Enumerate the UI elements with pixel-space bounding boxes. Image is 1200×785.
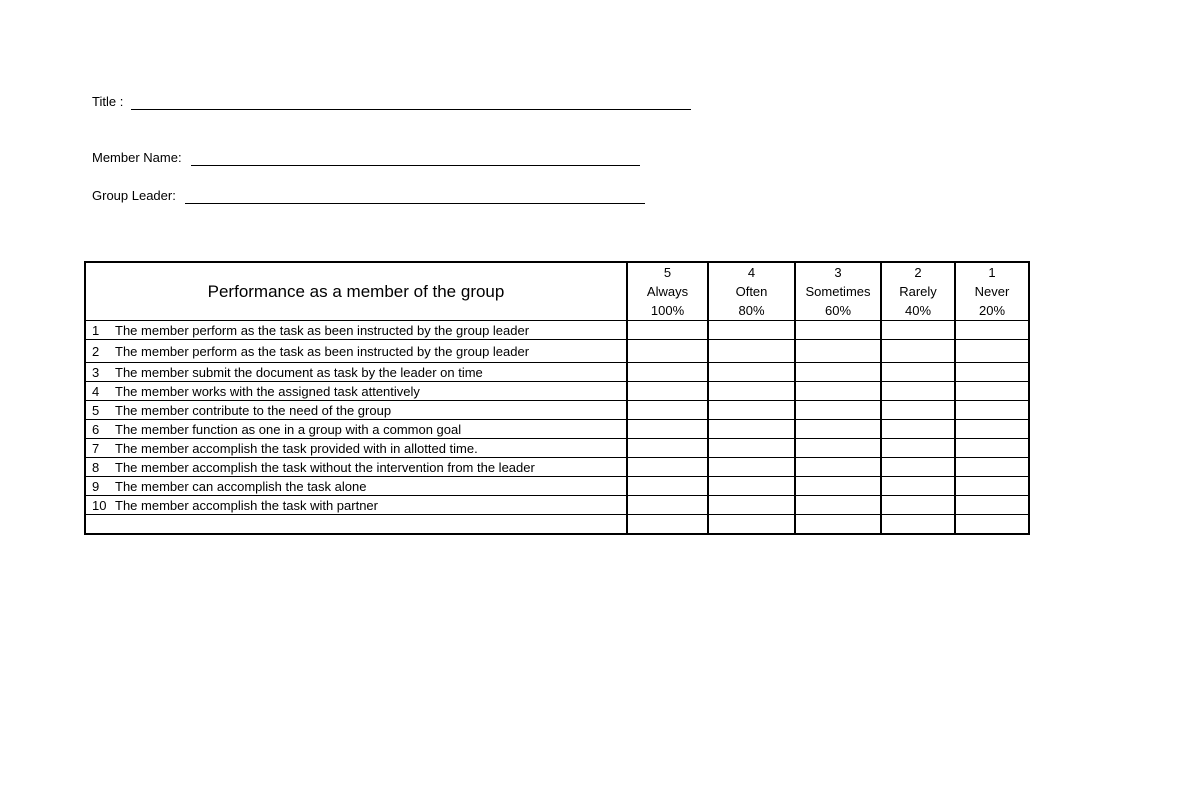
criterion-cell	[85, 340, 627, 363]
rating-cell-rarely[interactable]	[881, 439, 955, 458]
table-row	[85, 382, 1029, 401]
criterion-text: The member accomplish the task with partner	[115, 497, 378, 513]
criterion-text: The member perform as the task as been instructed by the group leader	[115, 343, 530, 359]
rating-cell-rarely[interactable]	[881, 321, 955, 340]
group-leader-input-line[interactable]	[185, 189, 645, 204]
rating-cell-always[interactable]	[627, 496, 708, 515]
table-row	[85, 496, 1029, 515]
rating-cell-never[interactable]	[955, 420, 1029, 439]
scale-header-always	[627, 262, 708, 321]
criterion-cell	[85, 496, 627, 515]
rating-cell-rarely[interactable]	[881, 496, 955, 515]
rating-cell-sometimes[interactable]	[795, 515, 881, 535]
criterion-text: The member can accomplish the task alone	[115, 478, 367, 494]
rating-cell-rarely[interactable]	[881, 340, 955, 363]
table-row	[85, 420, 1029, 439]
rating-cell-never[interactable]	[955, 439, 1029, 458]
rating-cell-never[interactable]	[955, 515, 1029, 535]
rating-cell-often[interactable]	[708, 496, 795, 515]
rating-cell-never[interactable]	[955, 321, 1029, 340]
rating-cell-rarely[interactable]	[881, 477, 955, 496]
table-header-row	[85, 262, 1029, 321]
rating-cell-often[interactable]	[708, 340, 795, 363]
scale-header-rarely	[881, 262, 955, 321]
table-row-empty	[85, 515, 1029, 535]
criterion-cell	[85, 477, 627, 496]
table-row	[85, 458, 1029, 477]
rating-cell-never[interactable]	[955, 458, 1029, 477]
rating-cell-rarely[interactable]	[881, 382, 955, 401]
member-name-input-line[interactable]	[191, 151, 640, 166]
criterion-text: The member contribute to the need of the group	[115, 402, 392, 418]
criterion-cell	[85, 321, 627, 340]
criterion-cell	[85, 382, 627, 401]
group-leader-label: Group Leader:	[92, 188, 176, 203]
table-row	[85, 401, 1029, 420]
group-leader-field	[92, 188, 645, 204]
scale-header-sometimes	[795, 262, 881, 321]
criterion-number: 6	[92, 421, 100, 437]
scale-header-never	[955, 262, 1029, 321]
rating-cell-always[interactable]	[627, 401, 708, 420]
scale-score: 1	[988, 265, 996, 280]
rating-cell-often[interactable]	[708, 515, 795, 535]
rating-cell-sometimes[interactable]	[795, 382, 881, 401]
table-row	[85, 477, 1029, 496]
rating-cell-often[interactable]	[708, 477, 795, 496]
criterion-text: The member accomplish the task provided with in allotted time.	[115, 440, 478, 456]
rating-cell-always[interactable]	[627, 382, 708, 401]
criterion-number: 7	[92, 440, 100, 456]
member-name-label: Member Name:	[92, 150, 182, 165]
rating-cell-always[interactable]	[627, 321, 708, 340]
scale-score: 4	[747, 265, 756, 280]
rating-cell-never[interactable]	[955, 496, 1029, 515]
rating-cell-often[interactable]	[708, 401, 795, 420]
rating-cell-often[interactable]	[708, 439, 795, 458]
criterion-cell-empty[interactable]	[85, 515, 627, 535]
criterion-text: The member submit the document as task by the leader on time	[115, 364, 483, 380]
criterion-number: 2	[92, 343, 100, 359]
rating-cell-rarely[interactable]	[881, 401, 955, 420]
rating-cell-sometimes[interactable]	[795, 363, 881, 382]
rating-cell-often[interactable]	[708, 458, 795, 477]
rating-cell-never[interactable]	[955, 382, 1029, 401]
criterion-number: 1	[92, 322, 100, 338]
rating-cell-always[interactable]	[627, 420, 708, 439]
criterion-number: 4	[92, 383, 100, 399]
scale-percent: 20%	[978, 303, 1006, 318]
rating-cell-often[interactable]	[708, 321, 795, 340]
criterion-text: The member perform as the task as been instructed by the group leader	[115, 322, 530, 338]
rating-cell-never[interactable]	[955, 340, 1029, 363]
rating-cell-sometimes[interactable]	[795, 321, 881, 340]
rating-cell-always[interactable]	[627, 439, 708, 458]
criterion-cell	[85, 363, 627, 382]
member-name-field	[92, 150, 640, 166]
rating-cell-rarely[interactable]	[881, 515, 955, 535]
scale-label: Always	[646, 284, 689, 299]
rating-cell-always[interactable]	[627, 515, 708, 535]
scale-percent: 60%	[824, 303, 852, 318]
scale-label: Never	[974, 284, 1010, 299]
scale-score: 2	[914, 265, 922, 280]
scale-label: Sometimes	[805, 284, 871, 299]
rating-cell-rarely[interactable]	[881, 363, 955, 382]
criterion-text: The member works with the assigned task attentively	[115, 383, 420, 399]
scale-header-often	[708, 262, 795, 321]
rating-cell-often[interactable]	[708, 420, 795, 439]
rating-cell-often[interactable]	[708, 382, 795, 401]
title-input-line[interactable]	[131, 95, 691, 110]
table-row	[85, 340, 1029, 363]
rating-cell-sometimes[interactable]	[795, 420, 881, 439]
rating-cell-always[interactable]	[627, 340, 708, 363]
title-label: Title :	[92, 94, 124, 109]
scale-label: Rarely	[899, 284, 937, 299]
performance-table	[84, 261, 1030, 535]
criterion-number: 8	[92, 459, 100, 475]
rating-cell-sometimes[interactable]	[795, 401, 881, 420]
criterion-cell	[85, 439, 627, 458]
criterion-number: 10	[92, 497, 107, 513]
rating-cell-always[interactable]	[627, 363, 708, 382]
rating-cell-always[interactable]	[627, 458, 708, 477]
scale-score: 3	[834, 265, 842, 280]
rating-cell-sometimes[interactable]	[795, 458, 881, 477]
table-row	[85, 363, 1029, 382]
criterion-cell	[85, 420, 627, 439]
criterion-number: 9	[92, 478, 100, 494]
rating-cell-sometimes[interactable]	[795, 439, 881, 458]
criterion-number: 5	[92, 402, 100, 418]
rating-cell-rarely[interactable]	[881, 458, 955, 477]
rating-cell-never[interactable]	[955, 401, 1029, 420]
scale-percent: 40%	[904, 303, 932, 318]
criterion-number: 3	[92, 364, 100, 380]
scale-percent: 80%	[738, 303, 765, 318]
rating-cell-always[interactable]	[627, 477, 708, 496]
rating-cell-sometimes[interactable]	[795, 477, 881, 496]
criterion-cell	[85, 458, 627, 477]
rating-cell-never[interactable]	[955, 477, 1029, 496]
rating-cell-sometimes[interactable]	[795, 340, 881, 363]
scale-score: 5	[663, 265, 672, 280]
rating-cell-rarely[interactable]	[881, 420, 955, 439]
criterion-text: The member accomplish the task without the intervention from the leader	[115, 459, 535, 475]
rating-cell-never[interactable]	[955, 363, 1029, 382]
table-row	[85, 321, 1029, 340]
table-heading: Performance as a member of the group	[85, 262, 627, 321]
rating-cell-sometimes[interactable]	[795, 496, 881, 515]
title-field	[92, 94, 691, 110]
table-row	[85, 439, 1029, 458]
rating-cell-often[interactable]	[708, 363, 795, 382]
scale-percent: 100%	[650, 303, 685, 318]
criterion-text: The member function as one in a group with a common goal	[115, 421, 462, 437]
criterion-cell	[85, 401, 627, 420]
scale-label: Often	[735, 284, 768, 299]
